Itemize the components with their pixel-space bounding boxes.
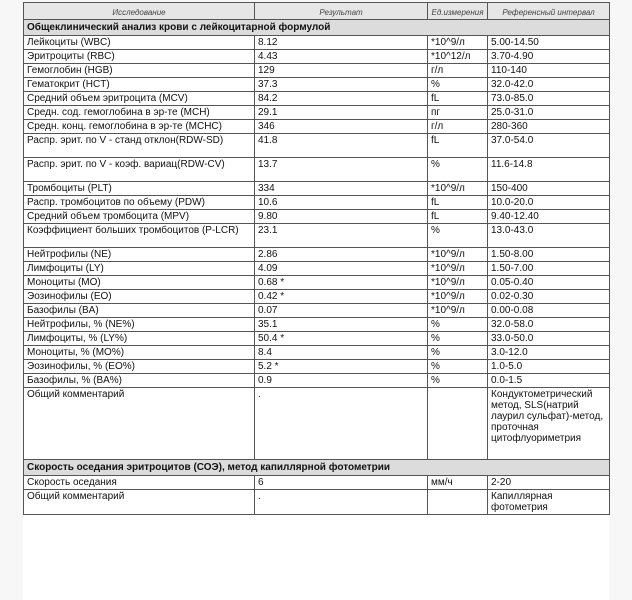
result-cell: 23.1 — [255, 224, 428, 248]
result-cell: 0.68 * — [255, 276, 428, 290]
section-title: Общеклинический анализ крови с лейкоцитарной формулой — [24, 20, 610, 36]
result-cell: 6 — [255, 476, 428, 490]
table-row — [24, 50, 610, 64]
result-cell: 129 — [255, 64, 428, 78]
test-name-cell: Общий комментарий — [24, 388, 255, 460]
reference-cell: 3.70-4.90 — [488, 50, 610, 64]
test-name-cell: Общий комментарий — [24, 490, 255, 515]
result-cell: 9.80 — [255, 210, 428, 224]
test-name-cell: Лимфоциты, % (LY%) — [24, 332, 255, 346]
test-name-cell: Коэффициент больших тромбоцитов (P-LCR) — [24, 224, 255, 248]
section-header-row — [24, 460, 610, 476]
table-row — [24, 332, 610, 346]
unit-cell: *10^9/л — [428, 290, 488, 304]
table-row — [24, 374, 610, 388]
unit-cell: % — [428, 360, 488, 374]
unit-cell: г/л — [428, 120, 488, 134]
unit-cell: % — [428, 224, 488, 248]
result-cell: . — [255, 490, 428, 515]
table-row — [24, 388, 610, 460]
result-cell: 334 — [255, 182, 428, 196]
result-cell: 29.1 — [255, 106, 428, 120]
reference-cell: 0.05-0.40 — [488, 276, 610, 290]
result-cell: 13.7 — [255, 158, 428, 182]
reference-cell: 0.00-0.08 — [488, 304, 610, 318]
table-row — [24, 490, 610, 515]
table-row — [24, 476, 610, 490]
test-name-cell: Гемоглобин (HGB) — [24, 64, 255, 78]
table-body — [24, 20, 610, 515]
unit-cell: % — [428, 78, 488, 92]
unit-cell — [428, 490, 488, 515]
table-row — [24, 318, 610, 332]
reference-cell: 280-360 — [488, 120, 610, 134]
unit-cell: г/л — [428, 64, 488, 78]
result-cell: 0.07 — [255, 304, 428, 318]
test-name-cell: Средн. конц. гемоглобина в эр-те (MCHC) — [24, 120, 255, 134]
table-row — [24, 248, 610, 262]
reference-cell: 9.40-12.40 — [488, 210, 610, 224]
reference-cell: 25.0-31.0 — [488, 106, 610, 120]
test-name-cell: Средн. сод. гемоглобина в эр-те (MCH) — [24, 106, 255, 120]
test-name-cell: Распр. эрит. по V - коэф. вариац(RDW-CV) — [24, 158, 255, 182]
table-row — [24, 182, 610, 196]
result-cell: 8.12 — [255, 36, 428, 50]
result-cell: 5.2 * — [255, 360, 428, 374]
unit-cell: fL — [428, 210, 488, 224]
reference-cell: 1.50-8.00 — [488, 248, 610, 262]
unit-cell: *10^9/л — [428, 304, 488, 318]
result-cell: 4.43 — [255, 50, 428, 64]
unit-cell: % — [428, 318, 488, 332]
result-cell: 2.86 — [255, 248, 428, 262]
test-name-cell: Скорость оседания — [24, 476, 255, 490]
table-row — [24, 210, 610, 224]
unit-cell: *10^9/л — [428, 36, 488, 50]
reference-cell: 0.0-1.5 — [488, 374, 610, 388]
table-row — [24, 304, 610, 318]
test-name-cell: Моноциты (MO) — [24, 276, 255, 290]
result-cell: 41.8 — [255, 134, 428, 158]
table-row — [24, 196, 610, 210]
result-cell: 10.6 — [255, 196, 428, 210]
reference-cell: 3.0-12.0 — [488, 346, 610, 360]
header-unit: Ед.измерения — [428, 3, 488, 20]
result-cell: 0.9 — [255, 374, 428, 388]
test-name-cell: Тромбоциты (PLT) — [24, 182, 255, 196]
test-name-cell: Средний объем эритроцита (MCV) — [24, 92, 255, 106]
result-cell: 0.42 * — [255, 290, 428, 304]
test-name-cell: Эозинофилы, % (EO%) — [24, 360, 255, 374]
reference-cell: 11.6-14.8 — [488, 158, 610, 182]
test-name-cell: Базофилы (BA) — [24, 304, 255, 318]
header-reference: Референсный интервал — [488, 3, 610, 20]
table-row — [24, 36, 610, 50]
test-name-cell: Моноциты, % (MO%) — [24, 346, 255, 360]
header-test: Исследование — [24, 3, 255, 20]
reference-cell: 2-20 — [488, 476, 610, 490]
unit-cell: % — [428, 346, 488, 360]
reference-cell: Капиллярная фотометрия — [488, 490, 610, 515]
unit-cell: *10^9/л — [428, 262, 488, 276]
reference-cell: 5.00-14.50 — [488, 36, 610, 50]
reference-cell: 1.50-7.00 — [488, 262, 610, 276]
unit-cell: *10^9/л — [428, 182, 488, 196]
reference-cell: 32.0-58.0 — [488, 318, 610, 332]
table-header-row — [24, 3, 610, 20]
unit-cell: % — [428, 158, 488, 182]
table-row — [24, 346, 610, 360]
result-cell: 37.3 — [255, 78, 428, 92]
result-cell: 35.1 — [255, 318, 428, 332]
result-cell: 50.4 * — [255, 332, 428, 346]
reference-cell: 10.0-20.0 — [488, 196, 610, 210]
result-cell: . — [255, 388, 428, 460]
unit-cell: *10^9/л — [428, 248, 488, 262]
reference-cell: Кондуктометрический метод, SLS(натрий лаурил сульфат)-метод, проточная цитофлуориметрия — [488, 388, 610, 460]
unit-cell — [428, 388, 488, 460]
table-row — [24, 134, 610, 158]
result-cell: 8.4 — [255, 346, 428, 360]
unit-cell: % — [428, 332, 488, 346]
result-cell: 346 — [255, 120, 428, 134]
test-name-cell: Средний объем тромбоцита (MPV) — [24, 210, 255, 224]
section-header-row — [24, 20, 610, 36]
reference-cell: 37.0-54.0 — [488, 134, 610, 158]
lab-report-sheet — [23, 2, 609, 600]
reference-cell: 0.02-0.30 — [488, 290, 610, 304]
table-row — [24, 120, 610, 134]
reference-cell: 1.0-5.0 — [488, 360, 610, 374]
unit-cell: пг — [428, 106, 488, 120]
test-name-cell: Базофилы, % (BA%) — [24, 374, 255, 388]
reference-cell: 13.0-43.0 — [488, 224, 610, 248]
test-name-cell: Эозинофилы (EO) — [24, 290, 255, 304]
reference-cell: 73.0-85.0 — [488, 92, 610, 106]
table-row — [24, 158, 610, 182]
test-name-cell: Нейтрофилы (NE) — [24, 248, 255, 262]
test-name-cell: Лейкоциты (WBC) — [24, 36, 255, 50]
table-row — [24, 290, 610, 304]
section-title: Скорость оседания эритроцитов (СОЭ), метод капиллярной фотометрии — [24, 460, 610, 476]
table-row — [24, 360, 610, 374]
unit-cell: fL — [428, 134, 488, 158]
reference-cell: 33.0-50.0 — [488, 332, 610, 346]
header-result: Результат — [255, 3, 428, 20]
test-name-cell: Распр. эрит. по V - станд отклон(RDW-SD) — [24, 134, 255, 158]
unit-cell: *10^12/л — [428, 50, 488, 64]
unit-cell: fL — [428, 196, 488, 210]
result-cell: 84.2 — [255, 92, 428, 106]
table-row — [24, 92, 610, 106]
table-row — [24, 224, 610, 248]
unit-cell: мм/ч — [428, 476, 488, 490]
test-name-cell: Лимфоциты (LY) — [24, 262, 255, 276]
unit-cell: % — [428, 374, 488, 388]
unit-cell: fL — [428, 92, 488, 106]
reference-cell: 32.0-42.0 — [488, 78, 610, 92]
table-row — [24, 64, 610, 78]
test-name-cell: Гематокрит (HCT) — [24, 78, 255, 92]
reference-cell: 110-140 — [488, 64, 610, 78]
table-row — [24, 276, 610, 290]
result-cell: 4.09 — [255, 262, 428, 276]
reference-cell: 150-400 — [488, 182, 610, 196]
table-row — [24, 262, 610, 276]
test-name-cell: Распр. тромбоцитов по объему (PDW) — [24, 196, 255, 210]
lab-results-table — [23, 2, 610, 515]
table-row — [24, 78, 610, 92]
test-name-cell: Эритроциты (RBC) — [24, 50, 255, 64]
test-name-cell: Нейтрофилы, % (NE%) — [24, 318, 255, 332]
unit-cell: *10^9/л — [428, 276, 488, 290]
table-row — [24, 106, 610, 120]
